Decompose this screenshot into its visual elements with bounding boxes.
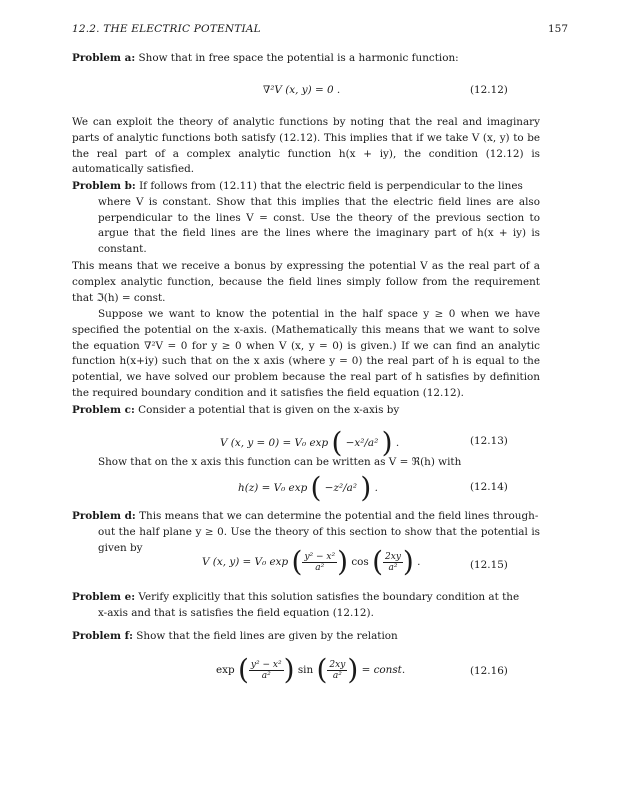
- problem-a: [72, 51, 540, 67]
- numerator: y² − x²: [304, 551, 336, 562]
- fraction: [302, 552, 337, 573]
- equation-12-13: [220, 426, 400, 459]
- page-number: 157: [548, 23, 569, 35]
- paren-right: ): [337, 545, 349, 578]
- sin-fn: sin: [297, 664, 314, 676]
- paren-left: (: [291, 545, 303, 578]
- paren-right: ): [402, 545, 414, 578]
- problem-e-line1: Verify explicitly that this solution satisfies the boundary condition at the: [138, 591, 520, 603]
- equation-12-12: ∇²V (x, y) = 0 .: [263, 84, 341, 96]
- problem-c: [72, 403, 540, 419]
- denominator: a²: [315, 562, 325, 573]
- eq-12-14-arg: −z²/a²: [324, 482, 357, 494]
- problem-b-label: Problem b:: [72, 180, 136, 192]
- equation-12-15: [202, 545, 421, 578]
- paren-right: ): [347, 653, 359, 686]
- paragraph-half-space: Suppose we want to know the potential in the half space y ≥ 0 when we have specified the potential on the x-axis. (Mathematically this means that we want to solve the equation ∇²V = 0 for y ≥ 0 when V (x, y = 0) is given.) If we can find an analytic function h(x+iy) such that on the x axis (where y = 0) the real part of h is equal to the potential, we have solved our problem because the real part of h satisfies by definition the required boundary condition and it satisfies the field equation (12.12).: [72, 308, 540, 399]
- numerator: 2xy: [385, 551, 401, 562]
- problem-c-text: Consider a potential that is given on the x-axis by: [138, 404, 400, 416]
- paren-left: (: [372, 545, 384, 578]
- paren-left: (: [237, 653, 249, 686]
- eq-12-15-lhs: V (x, y) = V₀ exp: [202, 556, 289, 568]
- numerator: 2xy: [329, 659, 346, 670]
- denominator: a²: [261, 670, 271, 681]
- equation-12-16: [216, 653, 406, 686]
- numerator: y² − x²: [250, 659, 282, 670]
- problem-a-text: Show that in free space the potential is a harmonic function:: [138, 52, 459, 64]
- problem-e: [72, 590, 540, 622]
- running-header: 12.2. THE ELECTRIC POTENTIAL: [72, 23, 261, 35]
- fraction: [327, 660, 347, 681]
- paren-left: (: [331, 426, 343, 459]
- eqno-12-15: (12.15): [470, 559, 508, 571]
- equation-12-14: [238, 471, 378, 504]
- cos-fn: cos: [351, 556, 369, 568]
- eq-12-13-lhs: V (x, y = 0) = V₀ exp: [220, 437, 329, 449]
- paren-right: ): [360, 471, 372, 504]
- fraction: [383, 552, 403, 573]
- eq-12-13-end: .: [395, 437, 400, 449]
- problem-d-label: Problem d:: [72, 510, 136, 522]
- problem-d-line1: This means that we can determine the potential and the field lines through-: [139, 510, 539, 522]
- problem-a-label: Problem a:: [72, 52, 136, 64]
- problem-b-rest: where V is constant. Show that this implies that the electric field lines are also perpendicular to the lines V = const. Use the theory of the previous section to argue that the field lines are the lines where the imaginary part of h(x + iy) is constant.: [98, 195, 540, 256]
- problem-b: [72, 179, 540, 258]
- fraction: [249, 660, 284, 681]
- eq-12-13-arg: −x²/a²: [345, 437, 379, 449]
- problem-f-text: Show that the field lines are given by the relation: [136, 630, 398, 642]
- exp-fn: exp: [216, 664, 235, 676]
- paren-left: (: [310, 471, 322, 504]
- paren-left: (: [316, 653, 328, 686]
- paragraph-analytic-functions: We can exploit the theory of analytic functions by noting that the real and imaginary parts of analytic functions both satisfy (12.12). This implies that if we take V (x, y) to be the real part of a complex analytic function h(x + iy), the condition (12.12) is automatically satisfied.: [72, 116, 540, 176]
- paragraph-bonus: This means that we receive a bonus by expressing the potential V as the real part of a complex analytic function, because the field lines simply follow from the requirement that ℑ(h) = const.: [72, 260, 540, 304]
- eq-12-16-rhs: = const.: [361, 664, 406, 676]
- problem-b-line1: If follows from (12.11) that the electric field is perpendicular to the lines: [139, 180, 523, 192]
- problem-e-label: Problem e:: [72, 591, 136, 603]
- eqno-12-14: (12.14): [470, 481, 508, 493]
- eq-12-15-end: .: [417, 556, 421, 568]
- problem-c-mid: Show that on the x axis this function can be written as V = ℜ(h) with: [98, 456, 462, 468]
- problem-d-rest: out the half plane y ≥ 0. Use the theory of this section to show that the potential is given by: [98, 525, 540, 554]
- paren-right: ): [381, 426, 393, 459]
- denominator: a²: [332, 670, 342, 681]
- eq-12-14-end: .: [374, 482, 378, 494]
- problem-f-label: Problem f:: [72, 630, 133, 642]
- eqno-12-16: (12.16): [470, 665, 508, 677]
- problem-e-rest: x-axis and that is satisfies the field equation (12.12).: [98, 606, 374, 619]
- problem-c-label: Problem c:: [72, 404, 135, 416]
- problem-f: [72, 629, 540, 645]
- eqno-12-13: (12.13): [470, 435, 508, 447]
- denominator: a²: [388, 562, 398, 573]
- eqno-12-12: (12.12): [470, 84, 508, 96]
- eq-12-14-lhs: h(z) = V₀ exp: [238, 482, 308, 494]
- paren-right: ): [283, 653, 295, 686]
